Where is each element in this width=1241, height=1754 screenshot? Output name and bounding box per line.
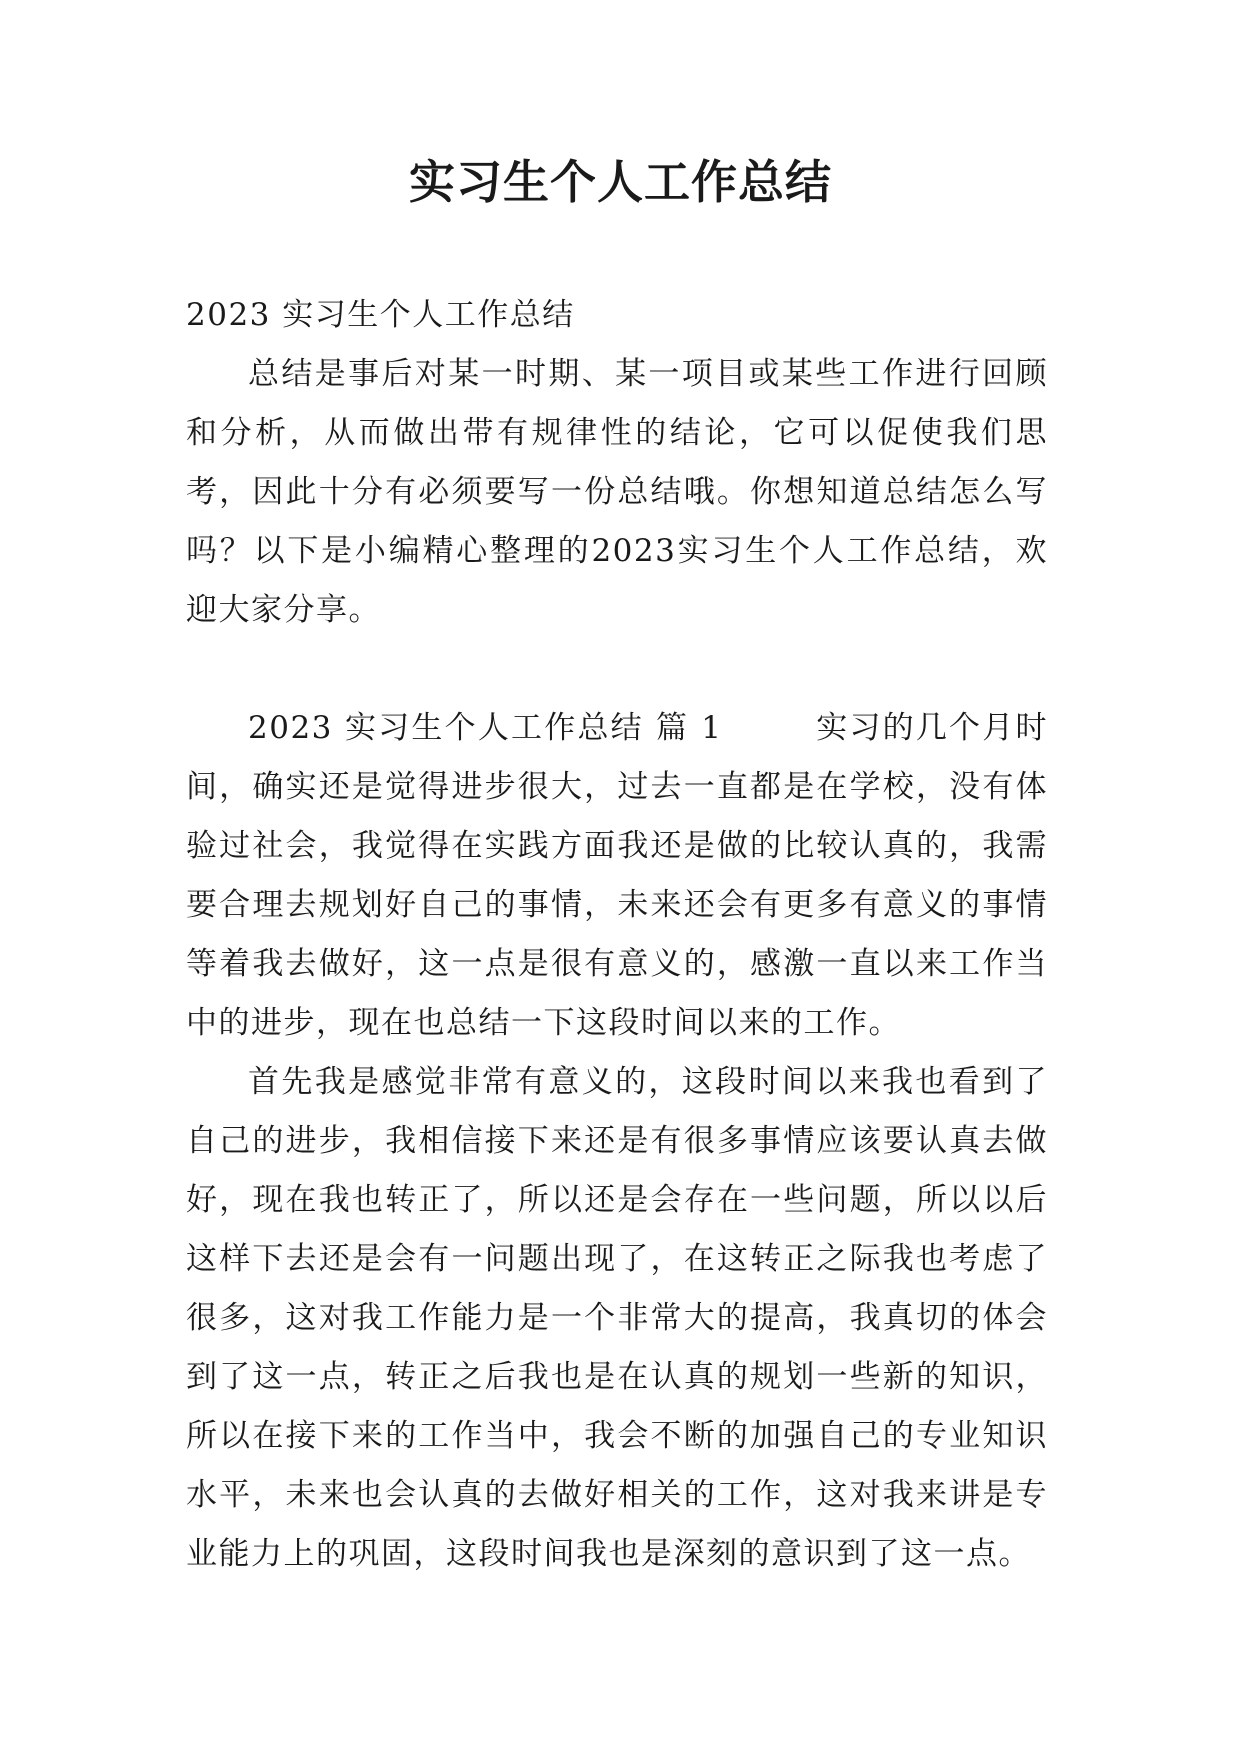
paragraph-spacer <box>186 640 1048 699</box>
intro-paragraph: 总结是事后对某一时期、某一项目或某些工作进行回顾和分析，从而做出带有规律性的结论，它可以促使我们思考，因此十分有必须要写一份总结哦。你想知道总结怎么写吗？以下是小编精心整理的2023实习生个人工作总结，欢迎大家分享。 <box>186 356 1048 628</box>
section1-paragraph-2: 首先我是感觉非常有意义的，这段时间以来我也看到了自己的进步，我相信接下来还是有很多事情应该要认真去做好，现在我也转正了，所以还是会存在一些问题，所以以后这样下去还是会有一问题出现了，在这转正之际我也考虑了很多，这对我工作能力是一个非常大的提高，我真切的体会到了这一点，转正之后我也是在认真的规划一些新的知识，所以在接下来的工作当中，我会不断的加强自己的专业知识水平，未来也会认真的去做好相关的工作，这对我来讲是专业能力上的巩固，这段时间我也是深刻的意识到了这一点。 <box>186 1064 1048 1572</box>
document-subtitle: 2023 实习生个人工作总结 <box>186 297 575 333</box>
section1-heading: 2023 实习生个人工作总结 篇 1 <box>248 710 723 746</box>
document-body <box>186 286 1048 1584</box>
section1-paragraph-1-text: 实习的几个月时间，确实还是觉得进步很大，过去一直都是在学校，没有体验过社会，我觉得在实践方面我还是做的比较认真的，我需要合理去规划好自己的事情，未来还会有更多有意义的事情等着我去做好，这一点是很有意义的，感激一直以来工作当中的进步，现在也总结一下这段时间以来的工作。 <box>186 710 1048 1041</box>
section1-first-paragraph <box>186 699 1048 1053</box>
document-title: 实习生个人工作总结 <box>409 155 832 209</box>
